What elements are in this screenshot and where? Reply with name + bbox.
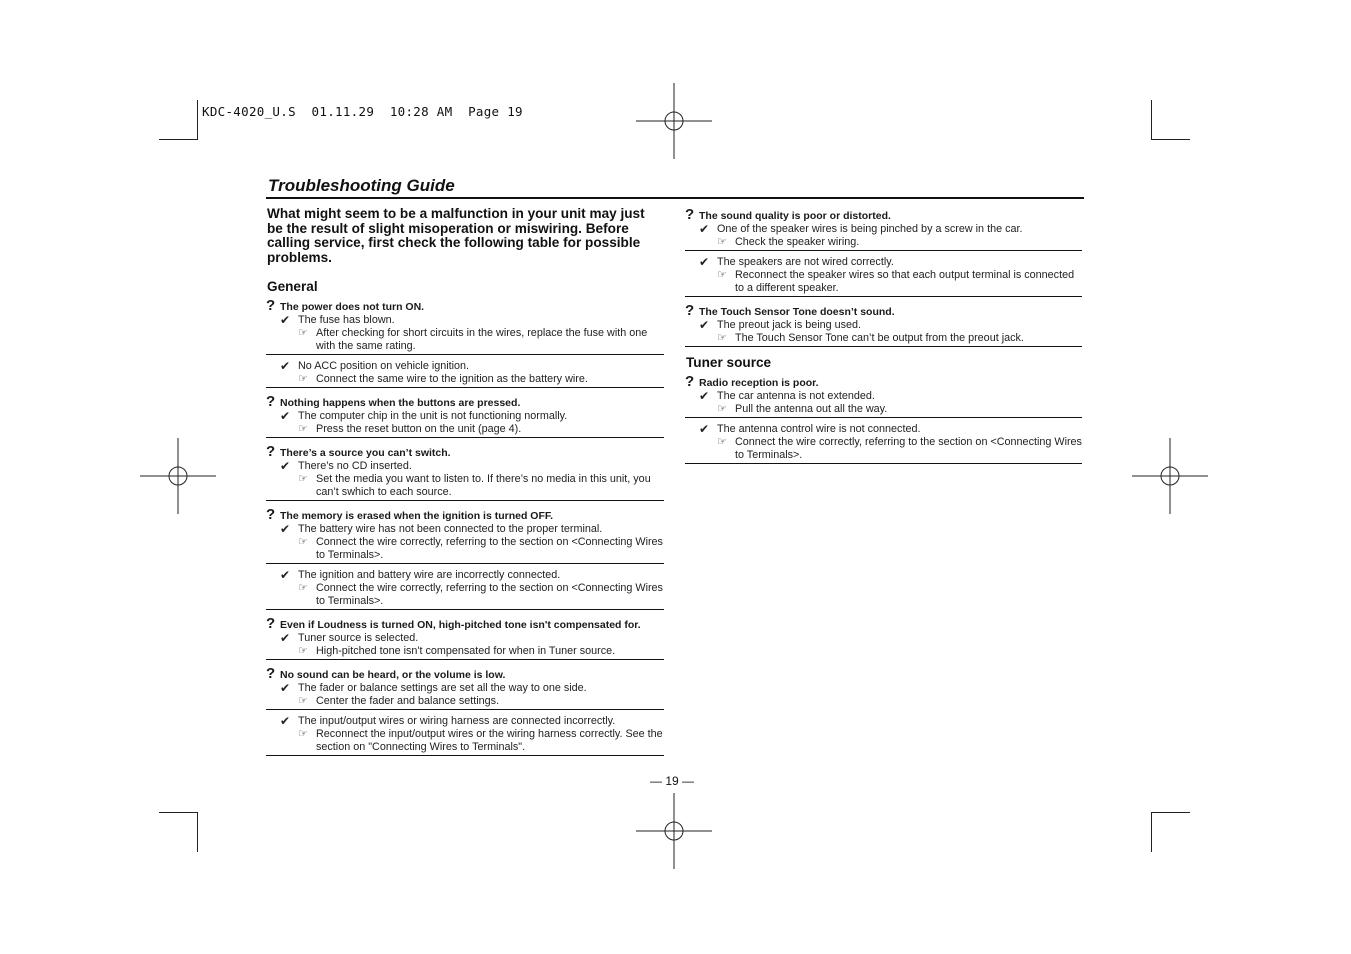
question-icon: ?: [266, 297, 276, 314]
left-column: [266, 207, 664, 763]
question-icon: ?: [266, 443, 276, 460]
remedy-text: Pull the antenna out all the way.: [735, 403, 888, 415]
check-icon: ✔: [280, 313, 291, 327]
pointing-hand-icon: ☞: [717, 436, 727, 448]
remedy-text: Center the fader and balance settings.: [316, 695, 500, 707]
issue-question: The Touch Sensor Tone doesn’t sound.: [699, 306, 895, 318]
page-number: — 19 —: [650, 774, 695, 788]
issue-item: [266, 445, 664, 501]
issue-question-row: [685, 375, 1082, 390]
cause-row: [280, 360, 664, 373]
issue-item: [266, 667, 664, 756]
section-general: [266, 279, 664, 756]
pointing-hand-icon: ☞: [298, 373, 308, 385]
remedy-row: [699, 332, 1082, 345]
remedy-row: [280, 695, 664, 708]
cause-block: [266, 460, 664, 501]
check-icon: ✔: [280, 359, 291, 373]
section-heading: Tuner source: [686, 355, 772, 370]
cause-text: The input/output wires or wiring harness are connected incorrectly.: [298, 715, 616, 727]
cause-text: One of the speaker wires is being pinched by a screw in the car.: [717, 223, 1023, 235]
cause-row: [280, 314, 664, 327]
cause-text: The preout jack is being used.: [717, 319, 862, 331]
pointing-hand-icon: ☞: [298, 473, 308, 485]
pointing-hand-icon: ☞: [298, 728, 308, 740]
issue-item: [685, 208, 1082, 297]
remedy-text: Connect the wire correctly, referring to the section on <Connecting Wires to Terminals>.: [316, 536, 663, 561]
pointing-hand-icon: ☞: [717, 403, 727, 415]
issue-question-row: [266, 445, 664, 460]
cause-row: [280, 460, 664, 473]
pointing-hand-icon: ☞: [717, 269, 727, 281]
issue-question-row: [266, 299, 664, 314]
issue-item: [266, 617, 664, 660]
crop-mark: [197, 100, 198, 140]
remedy-text: The Touch Sensor Tone can’t be output from the preout jack.: [735, 332, 1024, 344]
remedy-row: [699, 236, 1082, 249]
cause-block: [266, 523, 664, 564]
remedy-text: Reconnect the speaker wires so that each output terminal is connected to a different speaker.: [735, 269, 1075, 294]
check-icon: ✔: [280, 568, 291, 582]
remedy-row: [280, 327, 664, 353]
pointing-hand-icon: ☞: [298, 327, 308, 339]
remedy-text: High-pitched tone isn't compensated for when in Tuner source.: [316, 645, 616, 657]
cause-text: The fuse has blown.: [298, 314, 395, 326]
intro-text: What might seem to be a malfunction in your unit may just be the result of slight misoperation or miswiring. Before calling service, first check the following table for possible problems.: [267, 206, 645, 265]
crop-mark: [197, 812, 198, 852]
issue-question-row: [266, 667, 664, 682]
issue-question: No sound can be heard, or the volume is low.: [280, 669, 506, 681]
question-icon: ?: [266, 506, 276, 523]
check-icon: ✔: [280, 459, 291, 473]
pointing-hand-icon: ☞: [717, 236, 727, 248]
check-icon: ✔: [280, 714, 291, 728]
cause-text: The speakers are not wired correctly.: [717, 256, 894, 268]
check-icon: ✔: [699, 389, 710, 403]
cause-row: [280, 682, 664, 695]
cause-block: [266, 410, 664, 438]
crop-mark: [1151, 812, 1152, 852]
section-general-continued: [685, 208, 1082, 347]
registration-mark-icon: [1132, 438, 1208, 514]
remedy-row: [280, 582, 664, 608]
issue-question: The sound quality is poor or distorted.: [699, 210, 891, 222]
crop-mark: [1151, 139, 1190, 140]
issue-item: [266, 395, 664, 438]
issue-item: [685, 375, 1082, 464]
pointing-hand-icon: ☞: [298, 423, 308, 435]
remedy-row: [280, 473, 664, 499]
check-icon: ✔: [699, 422, 710, 436]
issue-question-row: [266, 508, 664, 523]
remedy-row: [699, 269, 1082, 295]
question-icon: ?: [266, 615, 276, 632]
question-icon: ?: [685, 206, 695, 223]
cause-block: [685, 390, 1082, 418]
issue-question-row: [266, 617, 664, 632]
crop-mark: [159, 812, 198, 813]
cause-row: [280, 632, 664, 645]
cause-text: The antenna control wire is not connected.: [717, 423, 921, 435]
remedy-text: Press the reset button on the unit (page 4).: [316, 423, 522, 435]
right-column: [685, 207, 1082, 471]
remedy-text: After checking for short circuits in the wires, replace the fuse with one with the same rating.: [316, 327, 648, 352]
remedy-row: [280, 536, 664, 562]
cause-row: [280, 410, 664, 423]
remedy-row: [280, 728, 664, 754]
section-tuner-source: [685, 355, 1082, 464]
cause-text: The fader or balance settings are set all the way to one side.: [298, 682, 587, 694]
cause-row: [280, 715, 664, 728]
pointing-hand-icon: ☞: [298, 536, 308, 548]
issue-question: Even if Loudness is turned ON, high-pitched tone isn't compensated for.: [280, 619, 641, 631]
crop-mark: [159, 139, 198, 140]
cause-text: The car antenna is not extended.: [717, 390, 875, 402]
crop-mark: [1151, 100, 1152, 140]
check-icon: ✔: [280, 631, 291, 645]
issue-question-row: [685, 208, 1082, 223]
remedy-text: Set the media you want to listen to. If there’s no media in this unit, you can’t swhich to each source.: [316, 473, 651, 498]
pointing-hand-icon: ☞: [298, 645, 308, 657]
cause-row: [699, 256, 1082, 269]
check-icon: ✔: [699, 318, 710, 332]
issue-question-row: [266, 395, 664, 410]
cause-text: No ACC position on vehicle ignition.: [298, 360, 470, 372]
registration-mark-icon: [636, 83, 712, 159]
cause-text: The computer chip in the unit is not functioning normally.: [298, 410, 568, 422]
registration-mark-icon: [140, 438, 216, 514]
cause-block: [266, 360, 664, 388]
cause-block: [266, 682, 664, 710]
issue-item: [266, 508, 664, 610]
cause-row: [699, 319, 1082, 332]
remedy-row: [280, 423, 664, 436]
cause-row: [699, 223, 1082, 236]
cause-row: [699, 423, 1082, 436]
pointing-hand-icon: ☞: [717, 332, 727, 344]
check-icon: ✔: [280, 681, 291, 695]
issue-item: [266, 299, 664, 388]
cause-block: [685, 319, 1082, 347]
cause-row: [280, 523, 664, 536]
cause-block: [266, 314, 664, 355]
cause-text: The battery wire has not been connected to the proper terminal.: [298, 523, 603, 535]
print-slug: KDC-4020_U.S 01.11.29 10:28 AM Page 19: [202, 104, 523, 119]
issue-question: The memory is erased when the ignition is turned OFF.: [280, 510, 554, 522]
remedy-row: [699, 436, 1082, 462]
question-icon: ?: [685, 373, 695, 390]
cause-text: There’s no CD inserted.: [298, 460, 412, 472]
question-icon: ?: [266, 393, 276, 410]
cause-block: [685, 223, 1082, 251]
check-icon: ✔: [280, 522, 291, 536]
pointing-hand-icon: ☞: [298, 695, 308, 707]
remedy-text: Reconnect the input/output wires or the wiring harness correctly. See the section on "Connecting Wires to Terminals".: [316, 728, 663, 753]
page-title: Troubleshooting Guide: [268, 176, 455, 195]
issue-item: [685, 304, 1082, 347]
remedy-text: Check the speaker wiring.: [735, 236, 860, 248]
remedy-row: [699, 403, 1082, 416]
section-heading: General: [267, 279, 318, 294]
issue-question: Radio reception is poor.: [699, 377, 819, 389]
cause-block: [685, 423, 1082, 464]
issue-question: There’s a source you can’t switch.: [280, 447, 451, 459]
pointing-hand-icon: ☞: [298, 582, 308, 594]
issue-question: The power does not turn ON.: [280, 301, 425, 313]
check-icon: ✔: [699, 255, 710, 269]
cause-block: [266, 569, 664, 610]
check-icon: ✔: [280, 409, 291, 423]
cause-block: [685, 256, 1082, 297]
cause-text: The ignition and battery wire are incorrectly connected.: [298, 569, 561, 581]
issue-question: Nothing happens when the buttons are pressed.: [280, 397, 521, 409]
cause-row: [699, 390, 1082, 403]
question-icon: ?: [266, 665, 276, 682]
cause-text: Tuner source is selected.: [298, 632, 419, 644]
question-icon: ?: [685, 302, 695, 319]
cause-row: [280, 569, 664, 582]
remedy-text: Connect the wire correctly, referring to the section on <Connecting Wires to Terminals>.: [735, 436, 1082, 461]
remedy-text: Connect the same wire to the ignition as the battery wire.: [316, 373, 588, 385]
title-rule: [266, 197, 1084, 199]
cause-block: [266, 715, 664, 756]
remedy-row: [280, 645, 664, 658]
remedy-row: [280, 373, 664, 386]
issue-question-row: [685, 304, 1082, 319]
check-icon: ✔: [699, 222, 710, 236]
registration-mark-icon: [636, 793, 712, 869]
cause-block: [266, 632, 664, 660]
remedy-text: Connect the wire correctly, referring to the section on <Connecting Wires to Terminals>.: [316, 582, 663, 607]
crop-mark: [1151, 812, 1190, 813]
